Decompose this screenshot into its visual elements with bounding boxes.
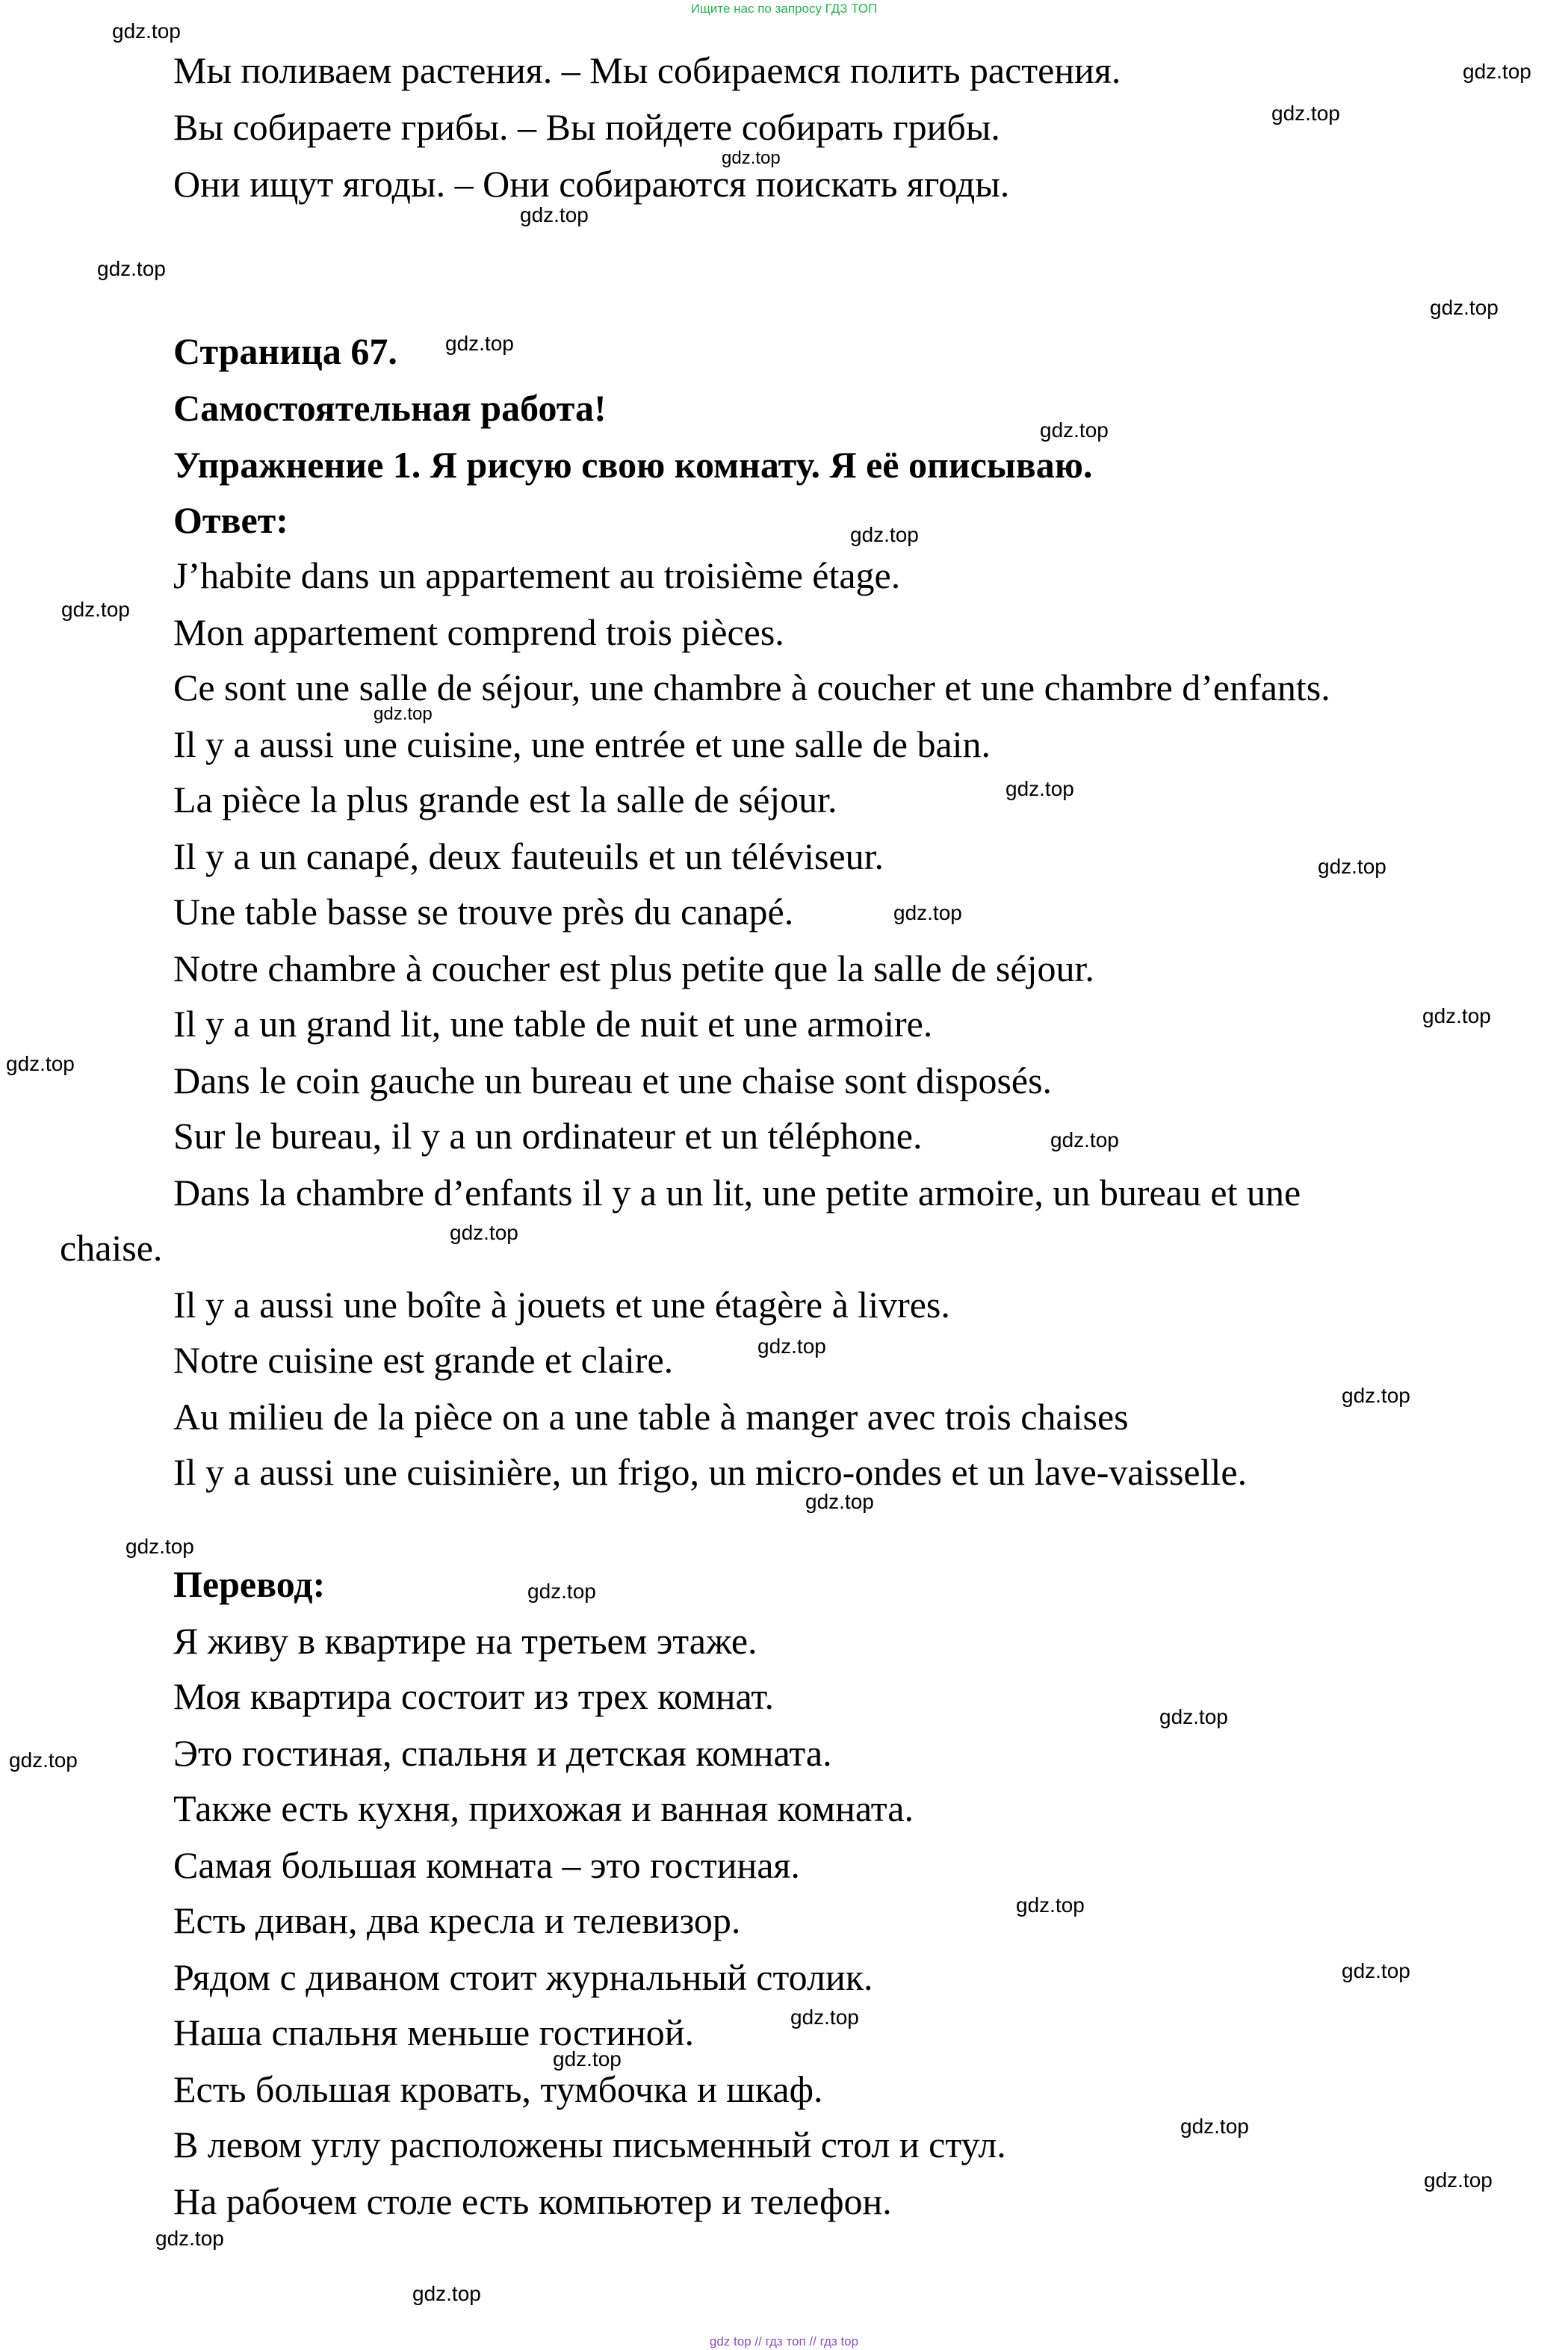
translation-line: Наша спальня меньше гостиной.	[173, 2012, 694, 2053]
exercise-title: Упражнение 1. Я рисую свою комнату. Я её описываю.	[173, 444, 1093, 486]
watermark: gdz.top	[790, 2006, 859, 2029]
intro-line: Мы поливаем растения. – Мы собираемся полить растения.	[173, 49, 1121, 91]
watermark: gdz.top	[1040, 418, 1109, 442]
watermark: gdz.top	[412, 2282, 481, 2305]
answer-line: Mon appartement comprend trois pièces.	[173, 611, 784, 653]
translation-line: В левом углу расположены письменный стол и стул.	[173, 2124, 1006, 2165]
answer-line: Une table basse se trouve près du canapé.	[173, 891, 794, 933]
watermark: gdz.top	[805, 1490, 874, 1513]
watermark: gdz.top	[125, 1535, 194, 1558]
watermark: gdz.top	[757, 1335, 826, 1358]
translation-line: Есть диван, два кресла и телевизор.	[173, 1899, 741, 1941]
watermark: gdz.top	[445, 332, 514, 355]
translation-line: Рядом с диваном стоит журнальный столик.	[173, 1956, 873, 1998]
watermark: gdz.top	[1271, 102, 1340, 125]
answer-line: Notre chambre à coucher est plus petite que la salle de séjour.	[173, 947, 1094, 989]
watermark: gdz.top	[893, 901, 962, 924]
watermark: gdz.top	[450, 1221, 518, 1244]
watermark: gdz.top	[1342, 1959, 1410, 1982]
answer-label: Ответ:	[173, 499, 288, 541]
answer-line: La pièce la plus grande est la salle de séjour.	[173, 779, 837, 820]
watermark: gdz.top	[155, 2227, 224, 2250]
watermark: gdz.top	[6, 1052, 75, 1075]
watermark: gdz.top	[1430, 296, 1499, 319]
work-title: Самостоятельная работа!	[173, 387, 607, 429]
watermark: gdz.top	[722, 148, 781, 168]
watermark: gdz.top	[1050, 1128, 1119, 1151]
answer-line: Sur le bureau, il y a un ordinateur et un téléphone.	[173, 1115, 923, 1157]
watermark: gdz.top	[97, 257, 166, 280]
watermark: gdz.top	[1180, 2115, 1249, 2138]
intro-line: Вы собираете грибы. – Вы пойдете собирать грибы.	[173, 106, 1000, 148]
watermark: gdz.top	[1424, 2168, 1493, 2192]
watermark: gdz.top	[112, 19, 181, 43]
watermark: gdz.top	[527, 1580, 596, 1603]
header-note: Ищите нас по запросу ГДЗ ТОП	[690, 1, 878, 16]
answer-line: chaise.	[60, 1227, 163, 1269]
translation-line: Я живу в квартире на третьем этаже.	[173, 1620, 757, 1662]
translation-line: Самая большая комната – это гостиная.	[173, 1844, 800, 1886]
answer-line: Il y a aussi une boîte à jouets et une étagère à livres.	[173, 1284, 950, 1326]
watermark: gdz.top	[1422, 1004, 1491, 1027]
footer-note: gdz top // гдз топ // гдз top	[709, 2334, 859, 2349]
watermark: gdz.top	[520, 203, 589, 226]
watermark: gdz.top	[850, 523, 919, 546]
answer-line: Notre cuisine est grande et claire.	[173, 1339, 674, 1381]
watermark: gdz.top	[1159, 1705, 1228, 1728]
watermark: gdz.top	[61, 598, 130, 621]
answer-line: Dans la chambre d’enfants il y a un lit, une petite armoire, un bureau et une	[173, 1172, 1301, 1213]
translation-label: Перевод:	[173, 1563, 326, 1605]
translation-line: Также есть кухня, прихожая и ванная комната.	[173, 1787, 914, 1829]
answer-line: J’habite dans un appartement au troisième étage.	[173, 554, 901, 596]
translation-line: Это гостиная, спальня и детская комната.	[173, 1732, 832, 1774]
watermark: gdz.top	[1005, 777, 1074, 800]
translation-line: Моя квартира состоит из трех комнат.	[173, 1675, 774, 1717]
answer-line: Il y a un grand lit, une table de nuit et une armoire.	[173, 1003, 933, 1045]
answer-line: Il y a aussi une cuisine, une entrée et une salle de bain.	[173, 723, 991, 765]
watermark: gdz.top	[1016, 1893, 1085, 1917]
page-heading: Страница 67.	[173, 330, 397, 372]
intro-line: Они ищут ягоды. – Они собираются поискать ягоды.	[173, 163, 1010, 205]
answer-line: Il y a un canapé, deux fauteuils et un téléviseur.	[173, 835, 884, 877]
translation-line: Есть большая кровать, тумбочка и шкаф.	[173, 2068, 823, 2110]
watermark: gdz.top	[374, 704, 433, 724]
answer-line: Au milieu de la pièce on a une table à manger avec trois chaises	[173, 1396, 1129, 1438]
translation-line: На рабочем столе есть компьютер и телефон.	[173, 2180, 892, 2222]
watermark: gdz.top	[1342, 1384, 1410, 1407]
watermark: gdz.top	[553, 2047, 622, 2071]
watermark: gdz.top	[1463, 60, 1531, 83]
answer-line: Ce sont une salle de séjour, une chambre à coucher et une chambre d’enfants.	[173, 667, 1330, 708]
watermark: gdz.top	[1318, 855, 1386, 878]
answer-line: Il y a aussi une cuisinière, un frigo, un micro-ondes et un lave-vaisselle.	[173, 1451, 1248, 1493]
answer-line: Dans le coin gauche un bureau et une chaise sont disposés.	[173, 1060, 1053, 1101]
watermark: gdz.top	[9, 1748, 78, 1772]
